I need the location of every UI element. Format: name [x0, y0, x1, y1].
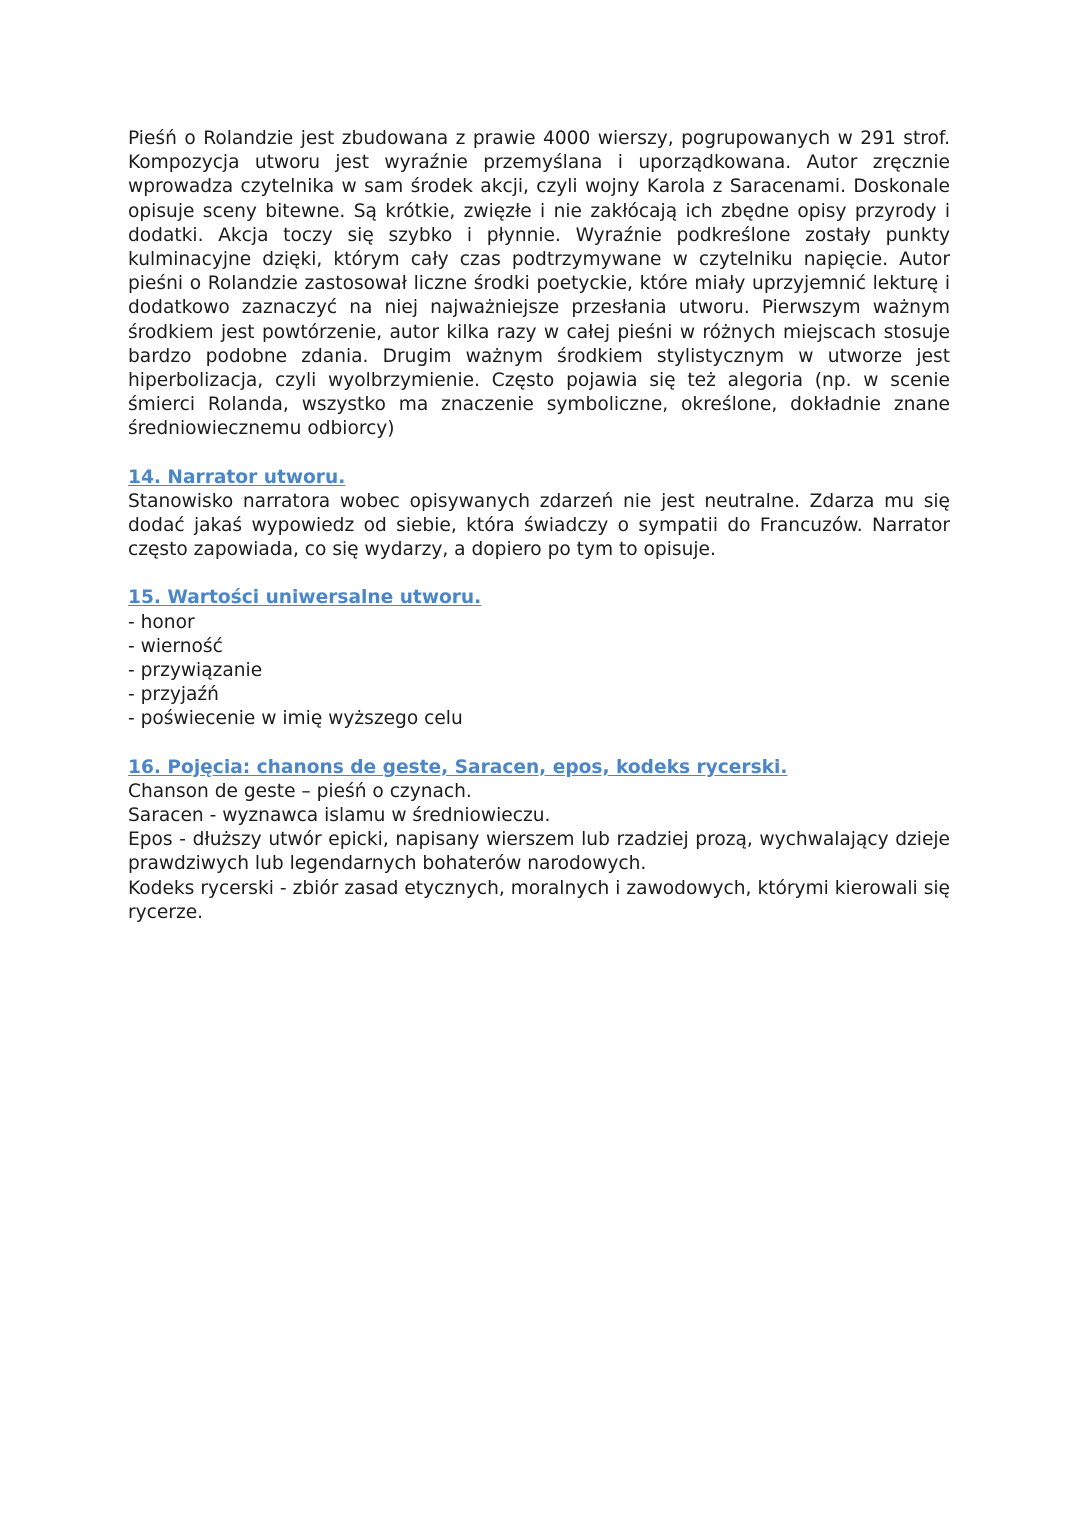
list-item: - przywiązanie — [128, 660, 263, 682]
definition-kodeks: Kodeks rycerski - zbiór zasad etycznych, moralnych i zawodowych, którymi kierowali się rycerze. — [128, 877, 950, 923]
list-item: - honor — [128, 611, 195, 633]
section-concepts — [128, 756, 950, 925]
document-content — [128, 127, 950, 925]
definition-saracen: Saracen - wyznawca islamu w średniowieczu. — [128, 805, 551, 827]
section-heading-narrator: 14. Narrator utworu. — [128, 466, 346, 488]
section-universal-values — [128, 586, 950, 731]
list-item: - przyjaźń — [128, 684, 219, 706]
section-heading-concepts: 16. Pojęcia: chanons de geste, Saracen, epos, kodeks rycerski. — [128, 756, 788, 778]
list-item: - wierność — [128, 635, 223, 657]
definition-epos: Epos - dłuższy utwór epicki, napisany wierszem lub rzadziej prozą, wychwalający dzieje prawdziwych lub legendarnych bohaterów narodowych. — [128, 829, 950, 875]
section-heading-values: 15. Wartości uniwersalne utworu. — [128, 587, 482, 609]
intro-paragraph: Pieśń o Rolandzie jest zbudowana z prawie 4000 wierszy, pogrupowanych w 291 strof. Kompozycja utworu jest wyraźnie przemyślana i uporządkowana. Autor zręcznie wprowadza czytelnika w sam środek akcji, czyli wojny Karola z Saracenami. Doskonale opisuje sceny bitewne. Są krótkie, zwięzłe i nie zakłócają ich zbędne opisy przyrody i dodatki. Akcja toczy się szybko i płynnie. Wyraźnie podkreślone zostały punkty kulminacyjne dzięki, którym cały czas podtrzymywane w czytelniku napięcie. Autor pieśni o Rolandzie zastosował liczne środki poetyckie, które miały uprzyjemnić lekturę i dodatkowo zaznaczyć na niej najważniejsze przesłania utworu. Pierwszym ważnym środkiem jest powtórzenie, autor kilka razy w całej pieśni w różnych miejscach stosuje bardzo podobne zdania. Drugim ważnym środkiem stylistycznym w utworze jest hiperbolizacja, czyli wyolbrzymienie. Często pojawia się też alegoria (np. w scenie śmierci Rolanda, wszystko ma znaczenie symboliczne, określone, dokładnie znane średniowiecznemu odbiorcy) — [128, 128, 950, 440]
values-list — [128, 611, 950, 732]
definition-chanson: Chanson de geste – pieśń o czynach. — [128, 780, 472, 802]
narrator-paragraph: Stanowisko narratora wobec opisywanych zdarzeń nie jest neutralne. Zdarza mu się dodać jakaś wypowiedz od siebie, która świadczy o sympatii do Francuzów. Narrator często zapowiada, co się wydarzy, a dopiero po tym to opisuje. — [128, 490, 950, 561]
section-narrator — [128, 466, 950, 563]
list-item: - poświecenie w imię wyższego celu — [128, 708, 463, 730]
